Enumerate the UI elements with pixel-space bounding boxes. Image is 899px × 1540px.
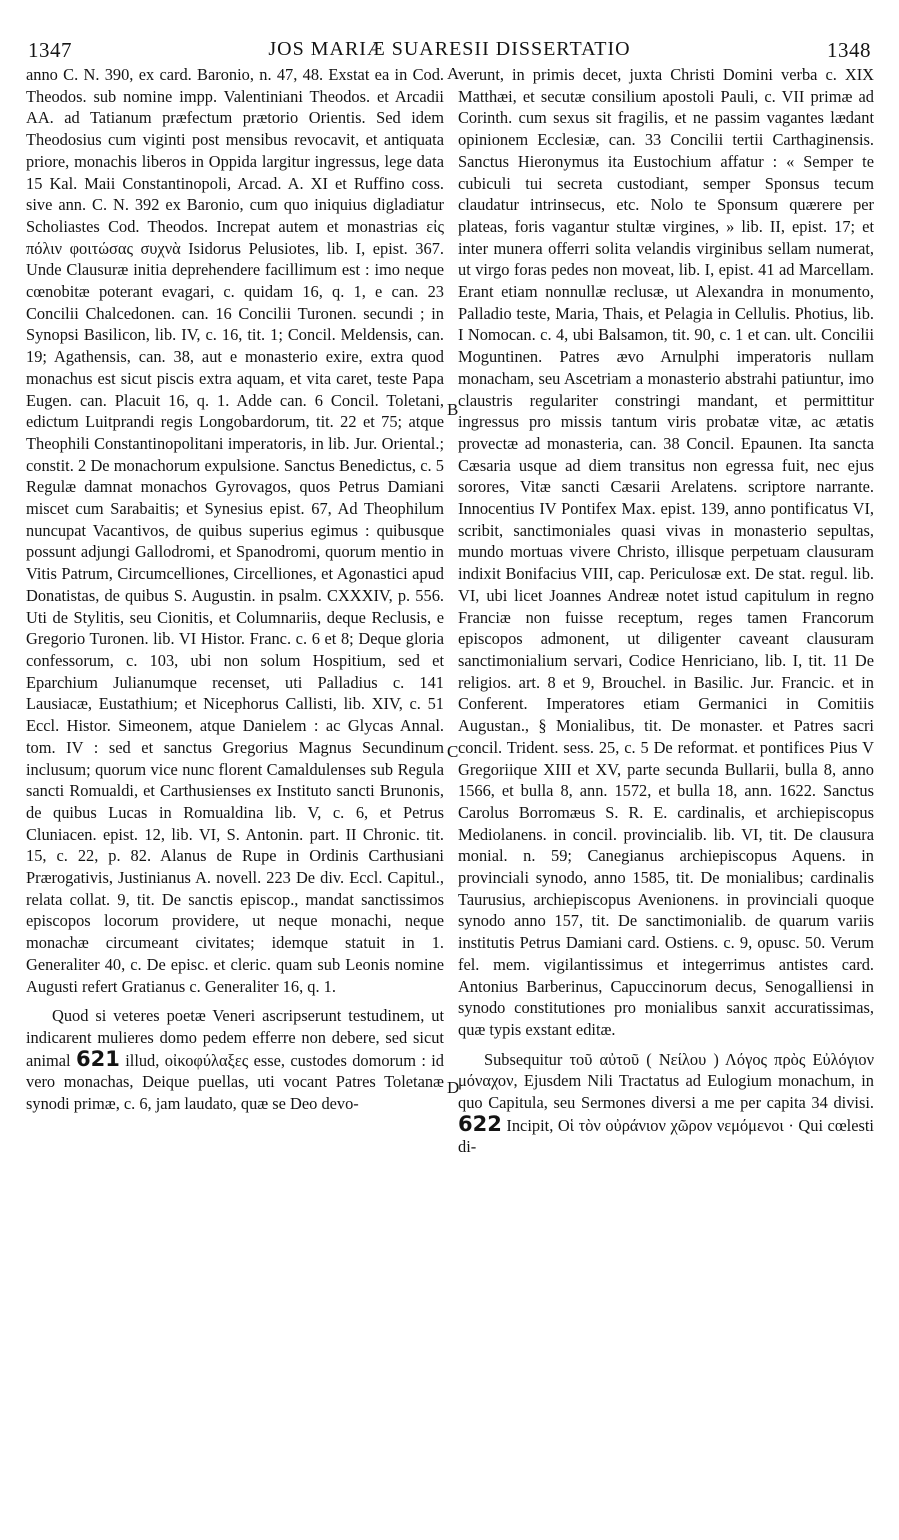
margin-marker-a: A: [447, 64, 460, 83]
right-paragraph-2: [458, 1049, 874, 1159]
left-paragraph-2: [26, 1005, 444, 1115]
right-paragraph-2-text-a: Subsequitur τοῦ αὐτοῦ ( Νείλου ) Λόγος πρὸς Εὐλόγιον μόναχον, Ejusdem Nili Tractatus ad Eulogium monachum, in quo Capitula, seu Sermones diversi a me per capita 34 divisi.: [458, 1049, 874, 1113]
left-paragraph-2-text-a: Quod si veteres poetæ Veneri ascripserunt testudinem, ut indicarent mulieres domo pedem efferre non debere, sed sicut animal: [26, 1006, 444, 1070]
page-number-left: 1347: [28, 38, 72, 62]
margin-marker-c: C: [447, 742, 459, 761]
page-number-right: 1348: [827, 38, 871, 62]
left-paragraph-2-text-b: illud, οἰκοφύλαξες esse, custodes domorum : id vero monachas, Deique puellas, uti vocant Patres Toletanæ synodi primæ, c. 6, jam laudato, quæ se Deo devo-: [26, 1050, 444, 1114]
page-header: [0, 38, 899, 64]
left-column: [26, 64, 444, 1115]
right-paragraph-2-text-b: Incipit, Οἱ τὸν οὐράνιον χῶρον νεμόμενοι · Qui cœlesti di-: [458, 1115, 874, 1157]
running-title: JOS MARIÆ SUARESII DISSERTATIO: [268, 38, 631, 60]
left-paragraph-1: anno C. N. 390, ex card. Baronio, n. 47, 48. Exstat ea in Cod. Theodos. sub nomine impp. Valentiniani Theodos. et Arcadii AA. ad Tatianum præfectum prætorio Orientis. Sed idem Theodosius cum viginti post mensibus revocavit, et antiquata priore, monachis liberos in Oppida largitur ingressus, lege data 15 Kal. Maii Constantinopoli, Arcad. A. XI et Ruffino coss. sive ann. C. N. 392 ex Baronio, cum quo iniquius digladiatur Scholiastes Cod. Theodos. Increpat autem et monastrias εἰς πόλιν φοιτώσας συχνὰ Isidorus Pelusiotes, lib. I, epist. 367. Unde Clausuræ initia deprehendere facillimum est : imo neque cœnobitæ poterant evagari, c. quidam 16, q. 1, e can. 23 Concilii Chalcedonen. can. 16 Concilii Turonen. secundi ; in Synopsi Basilicon, lib. IV, c. 16, tit. 1; Concil. Meldensis, can. 19; Agathensis, can. 38, aut e monasterio exire, extra quod monachus est sicut piscis extra aquam, et vita caret, teste Papa Eugen. can. Placuit 16, q. 1. Adde can. 6 Concil. Toletani, edictum Luitprandi regis Longobardorum, tit. 22 et 75; atque Theophili Constantinopolitani imperatoris, in lib. Jur. Oriental.; constit. 2 De monachorum expulsione. Sanctus Benedictus, c. 5 Regulæ damnat monachos Gyrovagos, quos Petrus Damiani miscet cum Sarabaitis; et Synesius epist. 67, Ad Theophilum nuncupat Vacantivos, de quibus superius egimus : quibusque possunt adjungi Gallodromi, et Spanodromi, quorum mentio in Vitis Patrum, Circumcelliones, Circelliones, et Agonastici apud Donatistas, de quibus S. Augustin. in psalm. CXXXIV, p. 556. Uti de Stylitis, seu Cionitis, et Columnariis, deque Reclusis, e Gregorio Turonen. lib. VI Histor. Franc. c. 6 et 8; Deque gloria confessorum, c. 103, ubi non solum Hospitium, sed et Eparchium Julianumque recenset, uti Palladius c. 141 Lausiacæ, Eustathium; et Nicephorus Callisti, lib. XIV, c. 51 Eccl. Histor. Simeonem, atque Danielem : ac Glycas Annal. tom. IV : sed et sanctus Gregorius Magnus Secundinum inclusum; quorum vice nunc florent Camaldulenses sub Regula sancti Romualdi, et Carthusienses ex Instituto sancti Brunonis, de quibus Lucas in Romualdina lib. V, c. 6, et Petrus Cluniacen. epist. 12, lib. VI, S. Antonin. part. II Chronic. tit. 15, c. 22, p. 82. Alanus de Rupe in Ordinis Carthusiani Prærogativis, Justinianus A. novell. 223 De div. Eccl. Capitul., relata collat. 9, tit. De sanctis episcop., mandat sanctissimos episcopos locorum providere, ut neque monachi, neque monachæ circumeant civitates; idemque statuit in 1. Generaliter 40, c. De episc. et cleric. quam sub Leonis nomine Augusti refert Gratianus c. Generaliter 16, q. 1.: [26, 65, 444, 996]
column-number-622: 622: [458, 1111, 502, 1136]
column-number-621: 621: [75, 1046, 120, 1071]
right-column: [458, 64, 874, 1158]
margin-marker-d: D: [447, 1078, 460, 1097]
right-paragraph-1: verunt, in primis decet, juxta Christi Domini verba c. XIX Matthæi, et secutæ consilium apostoli Pauli, c. VII primæ ad Corinth. cum sexus sit fragilis, et ne passim vagantes lædant opinionem Ecclesiæ, can. 33 Concilii tertii Carthaginensis. Sanctus Hieronymus ita Eustochium affatur : « Semper te cubiculi tui secreta custodiant, semper Sponsus tecum claudatur intrinsecus, etc. Nolo te Sponsum quærere per plateas, foris vagantur stultæ virgines, » lib. II, epist. 17; et inter munera offerri solita velandis virginibus sellam numerat, ut virgo foras pedes non moveat, lib. I, epist. 41 ad Marcellam. Erant etiam nonnullæ reclusæ, ut Alexandra in monumento, Palladio teste, Maria, Thais, et Pelagia in Cellulis. Photius, lib. I Nomocan. c. 4, ubi Balsamon, tit. 90, c. 1 et can. ult. Concilii Moguntinen. Patres ævo Arnulphi imperatoris nullam monacham, seu Ascetriam a monasterio abstrahi patiuntur, imo claustris regulariter constringi mandant, et permittitur ingressus pro missis tantum viris probatæ vitæ, ac ætatis provectæ ad monasteria, can. 38 Concil. Epaunen. Ita sancta Cæsaria usque ad diem transitus non egressa fuit, nec ejus sorores, Vitæ sancti Cæsarii Arelatens. scriptore narrante. Innocentius IV Pontifex Max. epist. 139, anno pontificatus VI, scribit, sanctimoniales quasi vivas in monasterio sepultas, mundo mortuas vivere Christo, illisque perpetuam clausuram indixit Bonifacius VIII, cap. Periculosæ ext. De stat. regul. lib. VI, ubi licet Joannes Andreæ notet istud capitulum in regno Franciæ non fuisse receptum, reges tamen Francorum episcopos admonent, ut diligenter caveant clausuram sanctimonialium servari, Codice Henriciano, lib. I, tit. 11 De religios. art. 8 et 9, Brouchel. in Basilic. Jur. Francic. et in Conferent. Imperatores etiam Germanici in Comitiis Augustan., § Monialibus, tit. De monaster. et Patres sacri concil. Trident. sess. 25, c. 5 De reformat. et pontifices Pius V Gregoriique XIII et XV, parte secunda Bullarii, bulla 8, anno 1566, et bulla 8, ann. 1572, et bulla 18, ann. 1622. Sanctus Carolus Borromæus S. R. E. cardinalis, et archiepiscopus Mediolanens. in concil. provincialib. lib. VI, tit. De clausura monial. n. 59; Canegianus archiepiscopus Aquens. in provinciali synodo, anno 1585, tit. De monialibus; cardinalis Taurusius, archiepiscopus Avenionens. in provinciali quoque synodo anno 157, tit. De sanctimonialib. de quarum variis institutis Petrus Damiani card. Ostiens. c. 9, opusc. 50. Verum fel. mem. vigilantissimus et integerrimus antistes card. Antonius Barberinus, Capuccinorum decus, Senogalliensi in synodo constitutiones pro monialibus sanxit accuratissimas, quæ typis exstant editæ.: [458, 65, 874, 1039]
margin-marker-b: B: [447, 400, 459, 419]
